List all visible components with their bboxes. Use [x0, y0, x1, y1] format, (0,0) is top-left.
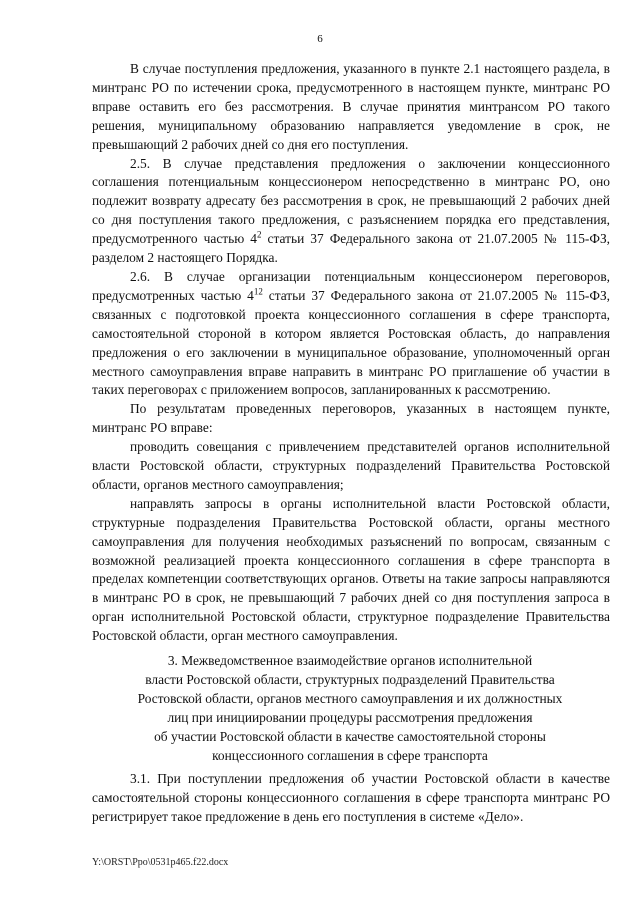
document-body	[92, 60, 610, 646]
heading-line: об участии Ростовской области в качестве самостоятельной стороны	[154, 728, 546, 744]
paragraph-requests: направлять запросы в органы исполнительной власти Ростовской области, структурные подразделения Правительства Ростовской области, органы местного самоуправления для получения необходимых разъяснений по вопросам, связанным с возможной реализацией проекта концессионного соглашения в сфере транспорта в пределах компетенции соответствующих органов. Ответы на такие запросы направляются в минтранс РО в срок, не превышающий 7 рабочих дней со дня поступления запроса в орган исполнительной Ростовской области, структурное подразделение Правительства Ростовской области, орган местного самоуправления.	[92, 495, 610, 644]
paragraph-2-6-text: 2.6. В случае организации потенциальным концессионером переговоров, предусмотренных частью 4	[92, 268, 610, 303]
heading-line: концессионного соглашения в сфере транспорта	[212, 747, 488, 763]
paragraph-2-5	[92, 155, 610, 268]
page-number: 6	[317, 33, 323, 45]
paragraph-2-6	[92, 268, 610, 400]
section-3-body	[92, 770, 610, 827]
heading-line: власти Ростовской области, структурных подразделений Правительства	[145, 671, 555, 687]
paragraph-2-5-superscript: 2	[257, 229, 262, 240]
paragraph-meetings: проводить совещания с привлечением представителей органов исполнительной власти Ростовской области, структурных подразделений Правительства Ростовской области, органов местного самоуправления;	[92, 439, 610, 492]
paragraph-2-5-text: 2.5. В случае представления предложения о заключении концессионного соглашения потенциальным концессионером непосредственно в минтранс РО, оно подлежит возврату адресату без рассмотрения в срок, не превышающий 2 рабочих дней со дня поступления такого предложения, с разъяснением порядка его представления, предусмотренного частью 4	[92, 155, 610, 247]
heading-line: Ростовской области, органов местного самоуправления и их должностных	[137, 690, 563, 706]
heading-line: лиц при инициировании процедуры рассмотрения предложения	[167, 709, 533, 725]
paragraph-2-6-superscript: 12	[253, 286, 263, 297]
heading-line: 3. Межведомственное взаимодействие органов исполнительной	[167, 653, 533, 668]
footer-file-path: Y:\ORST\Ppo\0531p465.f22.docx	[92, 857, 229, 868]
paragraph-2-6-text-end: статьи 37 Федерального закона от 21.07.2005 № 115-ФЗ, связанных с подготовкой проекта концессионного соглашения в сфере транспорта, самостоятельной стороной в котором является Ростовская область, до направления предложения о его заключении в муниципальное образование, уполномоченный орган местного самоуправления вправе направить в минтранс РО приглашение об участии в таких переговорах с приложением вопросов, запланированных к рассмотрению.	[92, 287, 610, 398]
paragraph-2-5-text-end: статьи 37 Федерального закона от 21.07.2005 № 115-ФЗ, разделом 2 настоящего Порядка.	[92, 231, 610, 266]
section-3-heading	[100, 652, 600, 765]
paragraph-notice-deadline: В случае поступления предложения, указанного в пункте 2.1 настоящего раздела, в минтранс РО по истечении срока, предусмотренного в настоящем пункте, минтранс РО вправе оставить его без рассмотрения. В случае принятия минтрансом РО такого решения, муниципальному образованию направляется уведомление в срок, не превышающий 2 рабочих дней со дня его поступления.	[92, 61, 610, 152]
paragraph-negotiation-results: По результатам проведенных переговоров, указанных в настоящем пункте, минтранс РО вправе:	[92, 401, 610, 436]
paragraph-3-1: 3.1. При поступлении предложения об участии Ростовской области в качестве самостоятельной стороны концессионного соглашения в сфере транспорта минтранс РО регистрирует такое предложение в день его поступления в системе «Дело».	[92, 771, 610, 824]
